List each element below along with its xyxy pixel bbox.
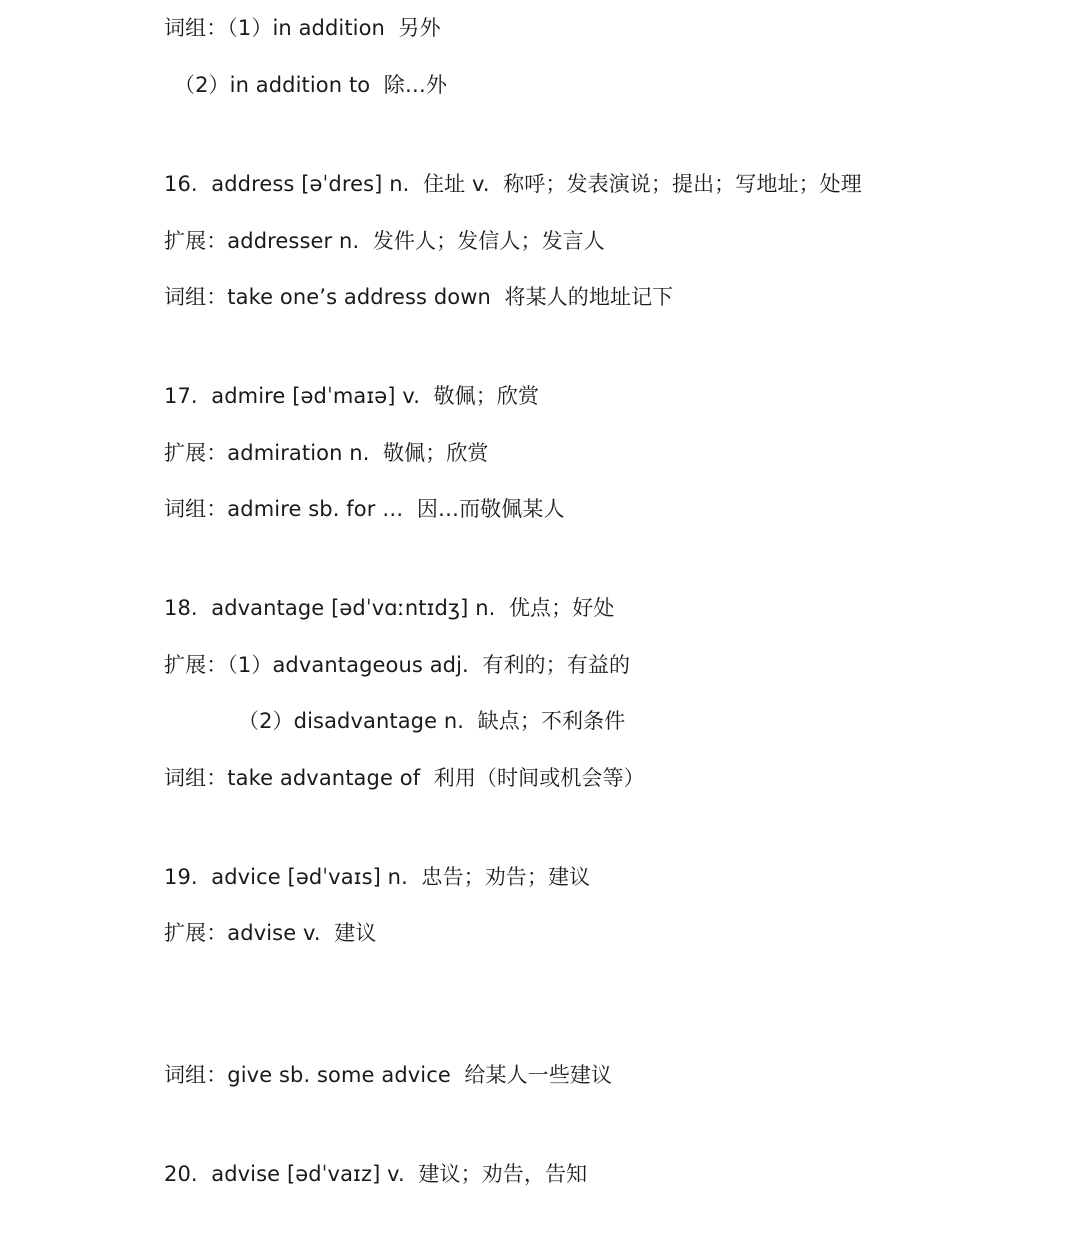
phrase-line-take-advantage: 词组：take advantage of 利用（时间或机会等） xyxy=(164,766,645,790)
entry-19-advice: 19. advice [ədˈvaɪs] n. 忠告；劝告；建议 xyxy=(164,865,591,889)
phrase-line-address-down: 词组：take one’s address down 将某人的地址记下 xyxy=(164,285,674,309)
extension-line-disadvantage: （2）disadvantage n. 缺点；不利条件 xyxy=(238,709,626,733)
phrase-line-give-advice: 词组：give sb. some advice 给某人一些建议 xyxy=(164,1063,613,1087)
phrase-line-in-addition-to: （2）in addition to 除…外 xyxy=(174,73,448,97)
entry-16-address: 16. address [əˈdres] n. 住址 v. 称呼；发表演说；提出；写地址；处理 xyxy=(164,172,862,196)
entry-17-admire: 17. admire [ədˈmaɪə] v. 敬佩；欣赏 xyxy=(164,384,540,408)
phrase-line-in-addition: 词组：（1）in addition 另外 xyxy=(164,16,441,40)
phrase-line-admire-for: 词组：admire sb. for … 因…而敬佩某人 xyxy=(164,497,565,521)
entry-18-advantage: 18. advantage [ədˈvɑːntɪdʒ] n. 优点；好处 xyxy=(164,596,615,620)
extension-line-addresser: 扩展：addresser n. 发件人；发信人；发言人 xyxy=(164,229,605,253)
entry-20-advise: 20. advise [ədˈvaɪz] v. 建议；劝告，告知 xyxy=(164,1162,588,1186)
extension-line-admiration: 扩展：admiration n. 敬佩；欣赏 xyxy=(164,441,489,465)
extension-line-advise: 扩展：advise v. 建议 xyxy=(164,921,377,945)
extension-line-advantageous: 扩展：（1）advantageous adj. 有利的；有益的 xyxy=(164,653,631,677)
